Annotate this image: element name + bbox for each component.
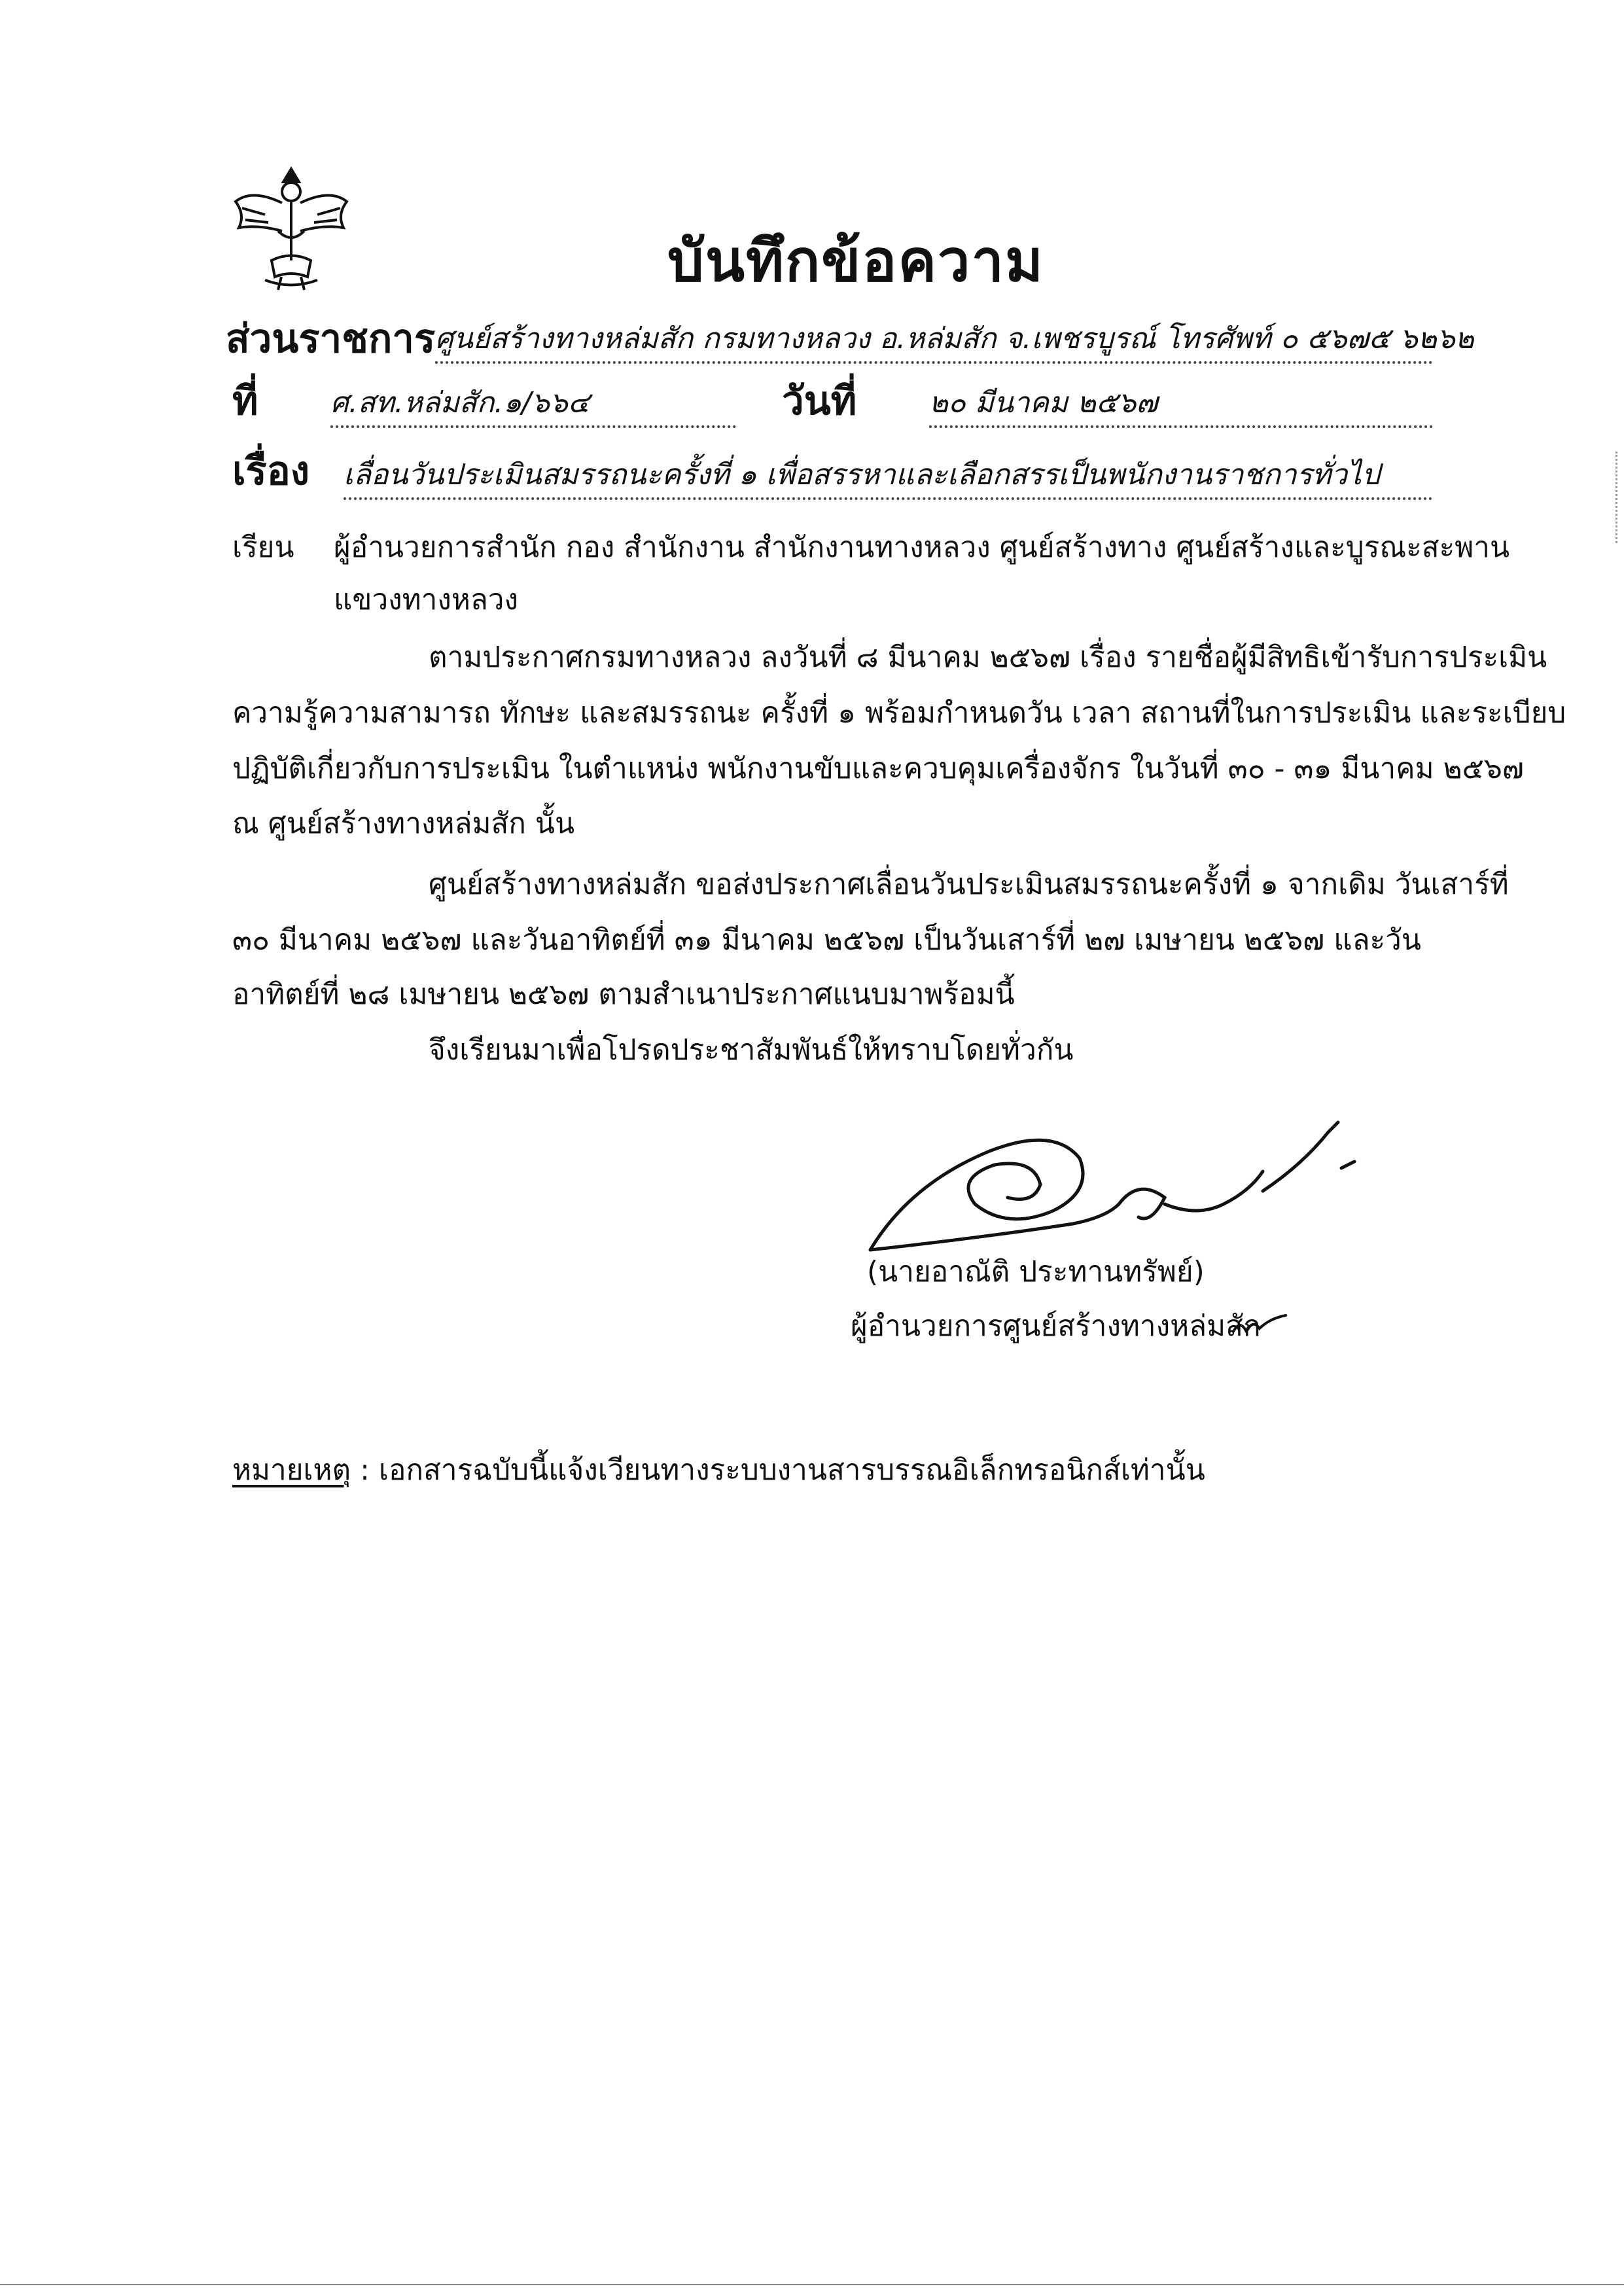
subject-value: เลื่อนวันประเมินสมรรถนะครั้งที่ ๑ เพื่อสรรหาและเลือกสรรเป็นพนักงานราชการทั่วไป: [344, 452, 1433, 500]
date-value: ๒๐ มีนาคม ๒๕๖๗: [929, 380, 1433, 428]
agency-label: ส่วนราชการ: [226, 316, 436, 362]
paragraph-1-line-1: ตามประกาศกรมทางหลวง ลงวันที่ ๘ มีนาคม ๒๕๖๗ เรื่อง รายชื่อผู้มีสิทธิเข้ารับการประเมิน: [429, 641, 1547, 674]
note: [232, 1443, 1205, 1498]
closing-paragraph: จึงเรียนมาเพื่อโปรดประชาสัมพันธ์ให้ทราบโดยทั่วกัน: [429, 1033, 1074, 1067]
salutation-label: เรียน: [232, 531, 294, 564]
date-label: วันที่: [782, 378, 857, 424]
salutation-line-1: ผู้อำนวยการสำนัก กอง สำนักงาน สำนักงานทางหลวง ศูนย์สร้างทาง ศูนย์สร้างและบูรณะสะพาน: [334, 531, 1510, 564]
paragraph-2-line-3: อาทิตย์ที่ ๒๘ เมษายน ๒๕๖๗ ตามสำเนาประกาศแนบมาพร้อมนี้: [232, 978, 1015, 1011]
ref-label: ที่: [232, 378, 258, 424]
paragraph-1-line-4: ณ ศูนย์สร้างทางหล่มสัก นั้น: [232, 807, 575, 840]
ref-value: ศ.สท.หล่มสัก.๑/๖๖๔: [330, 380, 736, 428]
scan-bottom-edge: [0, 2284, 1624, 2285]
paragraph-2-line-1: ศูนย์สร้างทางหล่มสัก ขอส่งประกาศเลื่อนวันประเมินสมรรถนะครั้งที่ ๑ จากเดิม วันเสาร์ที่: [429, 868, 1509, 901]
signatory-name: (นายอาณัติ ประทานทรัพย์): [867, 1255, 1205, 1289]
handwritten-initials-icon: [1230, 1302, 1289, 1342]
salutation-line-2: แขวงทางหลวง: [334, 583, 518, 616]
scan-edge-mark: [1614, 452, 1617, 543]
garuda-emblem-icon: [226, 162, 357, 293]
paragraph-1-line-3: ปฏิบัติเกี่ยวกับการประเมิน ในตำแหน่ง พนักงานขับและควบคุมเครื่องจักร ในวันที่ ๓๐ - ๓๑ มีนาคม ๒๕๖๗: [232, 752, 1524, 785]
paragraph-2-line-2: ๓๐ มีนาคม ๒๕๖๗ และวันอาทิตย์ที่ ๓๑ มีนาคม ๒๕๖๗ เป็นวันเสาร์ที่ ๒๗ เมษายน ๒๕๖๗ และวัน: [232, 923, 1421, 957]
note-text: : เอกสารฉบับนี้แจ้งเวียนทางระบบงานสารบรรณอิเล็กทรอนิกส์เท่านั้น: [351, 1453, 1205, 1487]
agency-value: ศูนย์สร้างทางหล่มสัก กรมทางหลวง อ.หล่มสัก จ.เพชรบูรณ์ โทรศัพท์ ๐ ๕๖๗๕ ๖๒๖๒: [435, 315, 1433, 364]
subject-label: เรื่อง: [232, 448, 310, 494]
signatory-position: ผู้อำนวยการศูนย์สร้างทางหล่มสัก: [851, 1309, 1261, 1343]
document-title: บันทึกข้อความ: [667, 227, 1045, 294]
paragraph-1-line-2: ความรู้ความสามารถ ทักษะ และสมรรถนะ ครั้งที่ ๑ พร้อมกำหนดวัน เวลา สถานที่ในการประเมิน และระเบียบ: [232, 696, 1566, 730]
note-label: หมายเหตุ: [232, 1453, 351, 1487]
